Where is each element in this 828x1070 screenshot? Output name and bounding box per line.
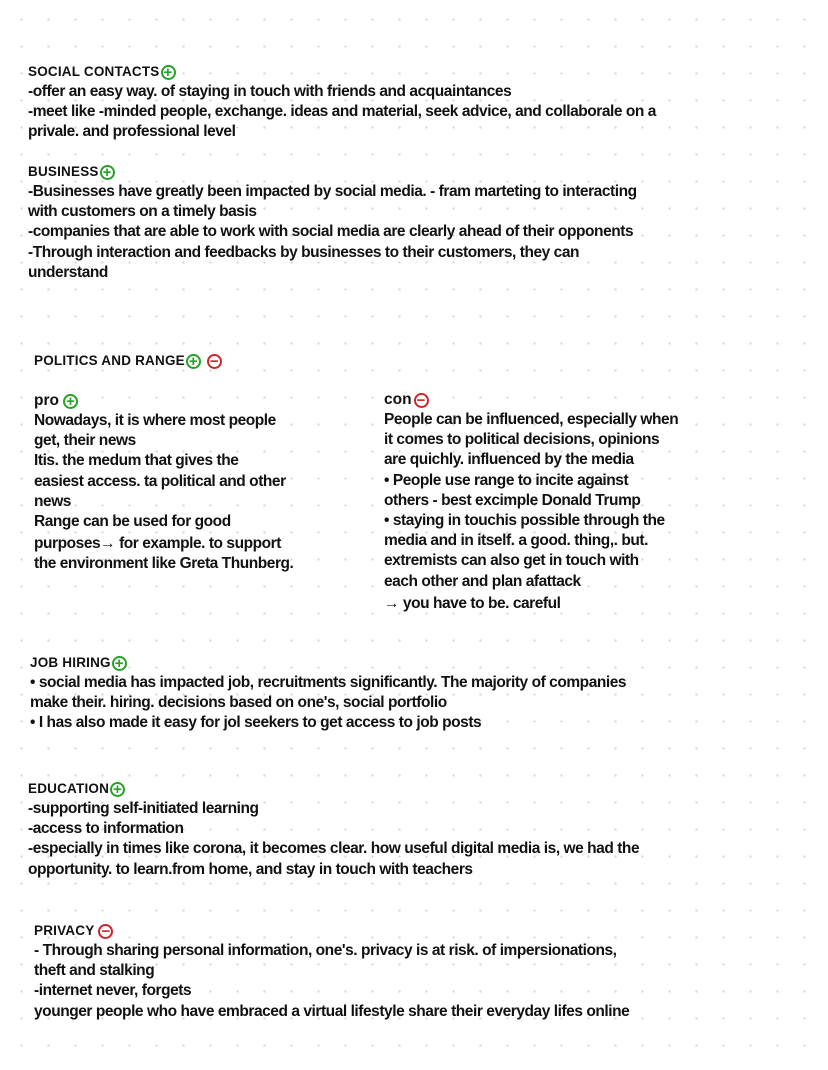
pro-label: pro [34,392,59,409]
note-line: -Businesses have greatly been impacted by social media. - fram marteting to interacting [28,183,637,200]
plus-circle-icon: + [186,354,201,369]
plus-circle-icon: + [100,165,115,180]
note-line: -offer an easy way. of staying in touch with friends and acquaintances [28,83,512,100]
note-line: Itis. the medum that gives the [34,452,239,470]
section-education [28,779,818,880]
section-heading: BUSINESS [28,164,99,179]
note-line: get, their news [34,432,136,450]
section-social-contacts [28,62,818,143]
plus-circle-icon: + [161,65,176,80]
note-line: -especially in times like corona, it becomes clear. how useful digital media is, we had the [28,840,640,858]
note-line: extremists can also get in touch with [384,552,639,570]
minus-circle-icon: − [414,393,429,408]
note-line: others - best excimple Donald Trump [384,491,641,509]
minus-circle-icon: − [98,924,113,939]
section-politics [34,351,824,371]
note-line: -meet like -minded people, exchange. ideas and material, seek advice, and collaborale on a [28,103,656,121]
plus-circle-icon: + [110,782,125,797]
note-line: -companies that are able to work with social media are clearly ahead of their opponents [28,223,634,241]
politics-con-column [384,390,804,614]
note-line: -internet never, forgets [34,982,192,1000]
note-line: -supporting self-initiated learning [28,800,259,817]
note-line: privale. and professional level [28,123,236,141]
note-line: • social media has impacted job, recruitments significantly. The majority of companies [30,674,627,691]
section-heading: EDUCATION [28,781,110,796]
con-label: con [384,391,412,408]
section-heading: POLITICS AND RANGE [34,353,185,368]
plus-circle-icon: + [63,394,78,409]
note-line: with customers on a timely basis [28,203,257,221]
note-line: are quichly. influenced by the media [384,451,634,469]
note-line: understand [28,263,108,281]
note-line: - Through sharing personal information, one's. privacy is at risk. of impersionations, [34,942,617,959]
note-line: People can be influenced, especially when [384,411,679,428]
note-line: • I has also made it easy for jol seekers to get access to job posts [30,714,482,732]
plus-circle-icon: + [112,656,127,671]
note-line: news [34,492,71,510]
note-line: • People use range to incite against [384,471,629,489]
section-privacy [34,921,824,1022]
note-line: • staying in touchis possible through the [384,512,665,530]
note-line: Nowadays, it is where most people [34,412,276,429]
note-line: opportunity. to learn.from home, and stay in touch with teachers [28,860,473,878]
note-line: → you have to be. careful [384,594,561,612]
note-line: -Through interaction and feedbacks by businesses to their customers, they can [28,243,580,261]
note-line: media and in itself. a good. thing,. but. [384,532,648,550]
note-line: it comes to political decisions, opinions [384,431,660,449]
section-heading: JOB HIRING [30,655,111,670]
note-line: easiest access. ta political and other [34,472,286,490]
section-heading: PRIVACY [34,923,95,938]
section-job-hiring [30,653,820,734]
section-business [28,162,818,283]
section-heading: SOCIAL CONTACTS [28,64,160,79]
note-line: -access to information [28,820,184,838]
note-line: theft and stalking [34,962,155,980]
note-line: the environment like Greta Thunberg. [34,555,294,573]
politics-pro-column [34,391,364,575]
note-line: make their. hiring. decisions based on one's, social portfolio [30,694,447,712]
note-line: each other and plan afattack [384,572,581,590]
note-line: younger people who have embraced a virtual lifestyle share their everyday lifes online [34,1002,630,1020]
note-line: purposes→ for example. to support [34,535,281,553]
note-line: Range can be used for good [34,513,231,531]
minus-circle-icon: − [207,354,222,369]
